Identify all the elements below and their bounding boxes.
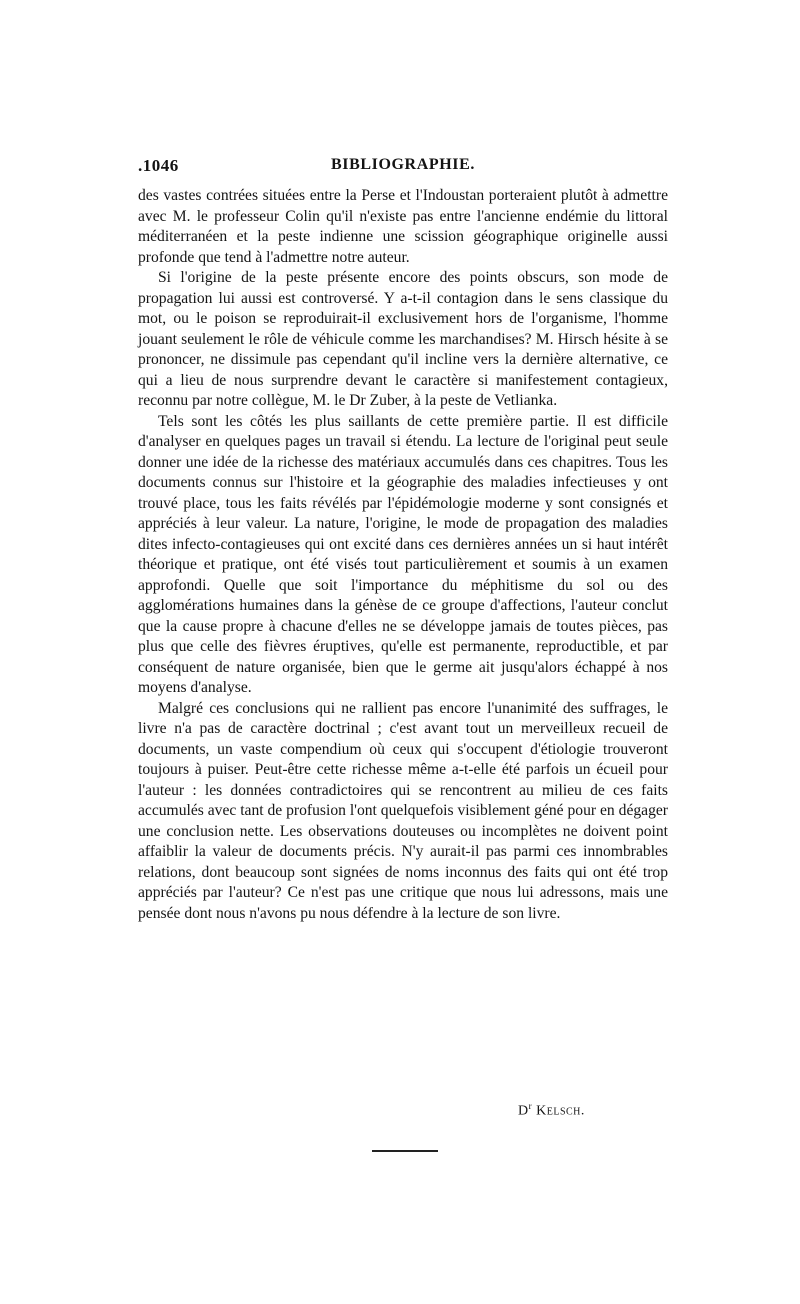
page-number: .1046 xyxy=(138,156,179,175)
body-text xyxy=(138,186,668,924)
end-rule xyxy=(372,1150,438,1152)
paragraph-summary: Tels sont les côtés les plus saillants de cette première partie. Il est difficile d'analyser en quelques pages un travail si étendu. La lecture de l'original peut seule donner une idée de la richesse des matériaux accumulés dans ces chapitres. Tous les documents connus sur l'histoire et la géographie des maladies infectieuses y ont trouvé place, tous les faits révélés par l'épidémologie moderne y sont consignés et appréciés à leur valeur. La nature, l'origine, le mode de propagation des maladies dites infecto-contagieuses qui ont excité dans ces dernières années un si haut intérêt théorique et pratique, ont été visés tout particulièrement et soumis à un examen approfondi. Quelle que soit l'importance du méphitisme du sol ou des agglomérations humaines dans la génèse de ce groupe d'affections, l'auteur conclut que la cause propre à chacune d'elles ne se développe jamais de toutes pièces, pas plus que celle des fièvres éruptives, qu'elle est permanente, reproductible, et par conséquent de nature organisée, bien que le germe ait jusqu'alors échappé à nos moyens d'analyse. xyxy=(138,412,668,696)
signature-title: D xyxy=(518,1103,529,1119)
paragraph-continued: des vastes contrées situées entre la Perse et l'Indoustan porteraient plutôt à admettre avec M. le professeur Colin qu'il n'existe pas entre l'ancienne endémie du littoral méditerranéen et la peste indienne une scission géographique originelle aussi profonde que tend à l'admettre notre auteur. xyxy=(138,187,668,266)
author-signature xyxy=(518,1101,585,1120)
signature-title-superscript: r xyxy=(528,1101,533,1111)
signature-name: Kelsch. xyxy=(536,1103,585,1119)
paragraph-conclusion: Malgré ces conclusions qui ne rallient pas encore l'unanimité des suffrages, le livre n'a pas de caractère doctrinal ; c'est avant tout un merveilleux recueil de documents, un vaste compendium où ceux qui s'occupent d'étiologie trouveront toujours à puiser. Peut-être cette richesse même a-t-elle été parfois un écueil pour l'auteur : les données contradictoires qui se rencontrent au milieu de ces faits accumulés avec tant de profusion l'ont quelquefois visiblement géné pour en dégager une conclusion nette. Les observations douteuses ou incomplètes ne doivent point affaiblir la valeur de documents précis. N'y aurait-il pas parmi ces innombrables relations, dont beaucoup sont signées de noms inconnus des faits qui ont été trop appréciés par l'auteur? Ce n'est pas une critique que nous lui adressons, mais une pensée dont nous n'avons pu nous défendre à la lecture de son livre. xyxy=(138,699,668,922)
running-title: BIBLIOGRAPHIE. xyxy=(331,156,475,173)
paragraph-contagion: Si l'origine de la peste présente encore des points obscurs, son mode de propagation lui aussi est controversé. Y a-t-il contagion dans le sens classique du mot, ou le poison se reproduirait-il exclusivement hors de l'organisme, l'homme jouant seulement le rôle de véhicule comme les marchandises? M. Hirsch hésite à se prononcer, ne dissimule pas cependant qu'il incline vers la dernière alternative, ce qui a lieu de nous surprendre devant le caractère si manifestement contagieux, reconnu par notre collègue, M. le Dr Zuber, à la peste de Vetlianka. xyxy=(138,269,668,409)
page-header xyxy=(138,156,668,182)
